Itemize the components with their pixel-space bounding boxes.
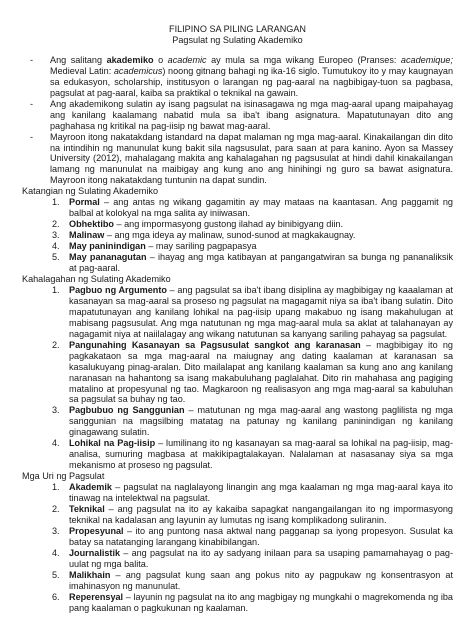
list-item (22, 285, 453, 340)
list-item (22, 504, 453, 526)
list-item (22, 405, 453, 438)
list-item (22, 482, 453, 504)
item-term: Akademik (69, 482, 112, 493)
item-term: Pormal (69, 197, 100, 208)
bullet-text: ) noong gitnang bahagi ng ika-16 siglo. Tumutukoy ito y may kaugnayan sa edukasyon, scholarship, institusyon o larangan ng pag-aaral na nagbibigay-tuon sa pagbasa, pagsulat at pag-aaral, kaiba sa praktikal o teknikal na gawain. (50, 65, 453, 98)
mga-uri-list (22, 482, 453, 613)
section-heading-katangian: Katangian ng Sulating Akademiko (22, 186, 158, 197)
item-term: Obhektibo (69, 219, 114, 230)
bullet-dash: - (30, 54, 34, 65)
bullet-text-lead: Ang salitang (50, 54, 107, 65)
kahalagahan-section (22, 274, 453, 471)
item-term: Pagbuo ng Argumento (69, 284, 167, 295)
item-desc: – ang antas ng wikang gagamitin ay may mataas na kaantasan. Ang paggamit ng balbal at kolokyal na mga salita ay iniiwasan. (69, 197, 453, 219)
item-desc: – ito ang puntong nasa aktwal nang pagganap sa iyong propesyon. Susulat ka batay sa natatanging larangang kinabibilangan. (69, 525, 453, 547)
item-desc: – magbibigay ito ng pagkakataon sa mga mag-aaral na maiugnay ang dating kaalaman at karanasan sa kasalukuyang pinag-aralan. Dito mailalapat ang kanilang kaalaman sa kung ano ang kanilang naranasan na hahantong sa isang makabuluhang paglalahat. Dito rin mahahasa ang pagiging matalino at propesyunal ng tao. Magkaroon ng realisasyon ang mga mag-aaral sa kabuluhan sa pagsulat sa buhay ng tao. (69, 339, 453, 405)
item-term: Teknikal (69, 503, 105, 514)
item-number: 5. (52, 569, 60, 580)
section-heading-mga-uri: Mga Uri ng Pagsulat (22, 471, 105, 482)
section-heading-kahalagahan: Kahalagahan ng Sulating Akademiko (22, 273, 171, 284)
list-item (22, 197, 453, 219)
bullet-dash: - (30, 98, 34, 109)
item-number: 6. (52, 591, 60, 602)
item-term: Lohikal na Pag-iisip (69, 438, 156, 449)
item-desc: – ang pagsulat na ito ay sadyang inilaan para sa usaping pamamahayag o pag-uulat ng mga balita. (69, 547, 453, 569)
item-desc: – ihayag ang mga katibayan at pangangatwiran sa bunga ng pananaliksik at pag-aaral. (69, 252, 453, 274)
item-desc: – may sariling pagpapasya (145, 241, 257, 252)
bullet-term: akademiko (106, 54, 154, 65)
item-term: Malinaw (69, 230, 105, 241)
bullet-text: Mayroon itong nakatakdang istandard na dapat malaman ng mga mag-aaral. Kinakailangan din dito na intindihin ng manunulat kung bakit sila nagsusulat, para saan at para kanino. Ayon sa Massey University (2012), mahalagang makita ang kahalagahan ng pagsusulat at hindi dahil kinakailangan lamang ng manunulat na maibigay ang kung ano ang hinihingi ng guro sa bawat asignatura. Mayroon itong nakatakdang tuntunin na dapat sundin. (50, 131, 453, 186)
intro-bullet-3 (22, 132, 453, 187)
intro-bullet-list (22, 55, 453, 186)
bullet-text: Medieval Latin: (50, 65, 114, 76)
list-item (22, 592, 453, 614)
item-term: Pangunahing Kasanayan sa Pagsusulat sangkot ang karanasan (69, 339, 361, 350)
item-desc: – layunin ng pagsulat na ito ang magbigay ng mungkahi o magrekomenda ng iba pang kaalaman o pagkukunan ng kaalaman. (69, 591, 453, 613)
item-number: 2. (52, 219, 60, 230)
bullet-text: Ang akademikong sulatin ay isang pagsulat na isinasagawa ng mga mag-aaral upang maipahayag ang kanilang kaalamang nabatid mula sa iba't ibang asignatura. Mapatutunayan dito ang paghahasa ng kritikal na pag-iisip ng bawat mag-aaral. (50, 98, 453, 131)
item-term: Malikhain (69, 569, 111, 580)
list-item (22, 438, 453, 471)
item-number: 3. (52, 405, 60, 416)
item-number: 3. (52, 230, 60, 241)
bullet-text: o (153, 54, 168, 65)
bullet-italic-term: academic (167, 54, 207, 65)
bullet-italic-term: academicus (113, 65, 163, 76)
item-term: Journalistik (69, 547, 121, 558)
bullet-text: ay mula sa mga wikang Europeo (Pranses: (206, 54, 401, 65)
list-item (22, 230, 453, 241)
item-term: Reperensyal (69, 591, 124, 602)
item-term: May paninindigan (69, 241, 146, 252)
item-number: 1. (52, 284, 60, 295)
item-desc: – ang pagsulat na ito ay kakaiba sapagkat nangangailangan ito ng impormasyong teknikal na kadalasan ang layunin ay lumutas ng isang komplikadong suliranin. (69, 503, 453, 525)
intro-bullet-1 (22, 55, 453, 99)
item-desc: – ang pagsulat kung saan ang pokus nito ay pagpukaw ng konsentrasyon at imahinasyon ng manunulat. (69, 569, 453, 591)
item-number: 3. (52, 525, 60, 536)
kahalagahan-list (22, 285, 453, 471)
bullet-dash: - (30, 131, 34, 142)
item-number: 2. (52, 339, 60, 350)
list-item (22, 241, 453, 252)
item-term: Pagbubuo ng Sanggunian (69, 405, 185, 416)
item-number: 4. (52, 547, 60, 558)
list-item (22, 526, 453, 548)
list-item (22, 219, 453, 230)
item-desc: – ang impormasyong gustong ilahad ay binibigyang diin. (113, 219, 343, 230)
intro-bullet-2 (22, 99, 453, 132)
item-number: 4. (52, 438, 60, 449)
item-desc: – lumilinang ito ng kasanayan sa mag-aaral sa lohikal na pag-iisip, mag-analisa, sumuring magbasa at makikipagtalakayan. Nalalaman at nasasanay siya sa mga mekanismo at proseso ng pagsulat. (69, 438, 453, 471)
document-title: FILIPINO SA PILING LARANGAN (169, 24, 306, 34)
katangian-list (22, 197, 453, 274)
list-item (22, 548, 453, 570)
item-number: 2. (52, 503, 60, 514)
item-desc: – pagsulat na naglalayong linangin ang mga kaalaman ng mga mag-aaral kaya ito tinawag na intelektwal na pagsulat. (69, 482, 453, 504)
list-item (22, 252, 453, 274)
item-desc: – ang pagsulat sa iba't ibang disiplina ay magbibigay ng kaaalaman at kasanayan sa mag-aaral sa proseso ng pagsulat na magagamit niya sa iba't ibang sulatin. Dito mapatutunayan ang kanilang lohikal na pag-iisip upang makabuo ng isang makahulugan at mabisang pagsusulat. Ang mga natutunan ng mga mag-aaral mula sa aklat at talahanayan ay nagagamit niya at naiilalagay ang wikang natutunan sa kanyang sariling pahayag sa pagsulat. (69, 284, 453, 339)
list-item (22, 570, 453, 592)
item-desc: – matutunan ng mga mag-aaral ang wastong paglilista ng mga sanggunian na magsilbing matatag na patunay ng kanilang paninindigan ng kanilang ginagawang sulatin. (69, 405, 453, 438)
document-subtitle: Pagsulat ng Sulating Akademiko (172, 34, 303, 45)
item-number: 1. (52, 482, 60, 493)
item-number: 5. (52, 252, 60, 263)
item-number: 1. (52, 197, 60, 208)
item-number: 4. (52, 241, 60, 252)
bullet-italic-term: academique; (400, 54, 453, 65)
item-term: Propesyunal (69, 525, 124, 536)
list-item (22, 340, 453, 406)
katangian-section (22, 186, 453, 274)
item-term: May pananagutan (69, 252, 147, 263)
item-desc: – ang mga ideya ay malinaw, sunod-sunod at magkakaugnay. (104, 230, 356, 241)
mga-uri-section (22, 471, 453, 613)
